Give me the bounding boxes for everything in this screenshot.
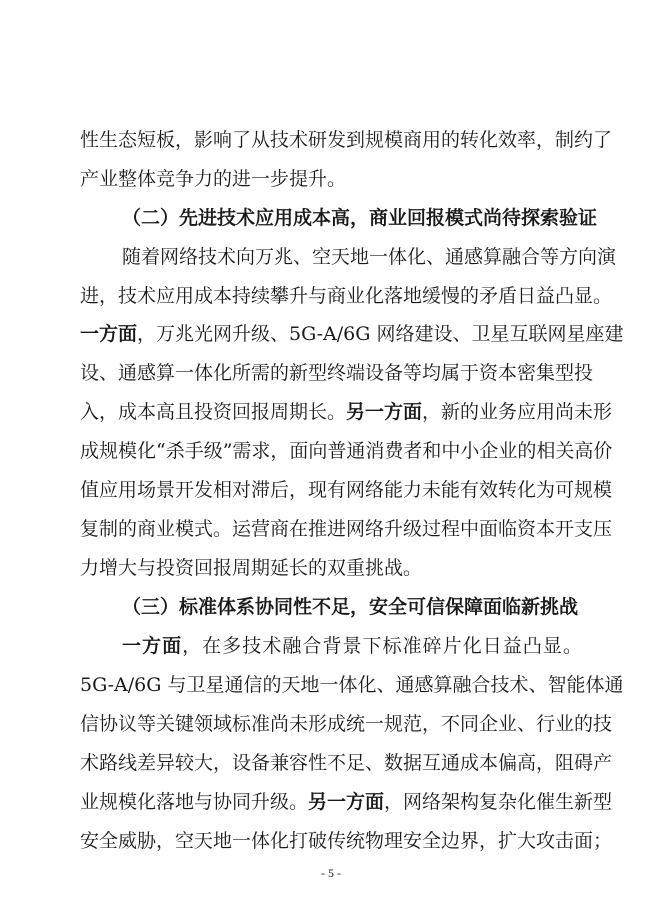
body-text: ，在多技术融合背景下标准碎片化日益凸显。 bbox=[182, 635, 582, 657]
body-line bbox=[122, 634, 582, 658]
body-line: 复制的商业模式。运营商在推进网络升级过程中面临资本开支压 bbox=[80, 518, 613, 540]
body-line bbox=[80, 790, 613, 814]
body-line: 性生态短板，影响了从技术研发到规模商用的转化效率，制约了 bbox=[80, 129, 613, 151]
body-line: 值应用场景开发相对滞后，现有网络能力未能有效转化为可规模 bbox=[80, 479, 613, 501]
body-line: 术路线差异较大，设备兼容性不足、数据互通成本偏高，阻碍产 bbox=[80, 752, 613, 774]
page-number: - 5 - bbox=[321, 866, 341, 880]
emphasis-text: 一方面 bbox=[122, 635, 183, 657]
body-line: 5G-A/6G 与卫星通信的天地一体化、通感算融合技术、智能体通 bbox=[80, 674, 624, 696]
body-line: 信协议等关键领域标准尚未形成统一规范，不同企业、行业的技 bbox=[80, 713, 613, 735]
body-line: 安全威胁，空天地一体化打破传统物理安全边界，扩大攻击面； bbox=[80, 830, 613, 852]
emphasis-text: 另一方面 bbox=[346, 401, 423, 423]
body-text: ，万兆光网升级、5G-A/6G 网络建设、卫星互联网星座建 bbox=[137, 323, 624, 345]
body-text: ，网络架构复杂化催生新型 bbox=[384, 791, 613, 813]
body-line: 进，技术应用成本持续攀升与商业化落地缓慢的矛盾日益凸显。 bbox=[80, 285, 613, 307]
body-text: 业规模化落地与协同升级。 bbox=[80, 791, 309, 813]
emphasis-text: 一方面 bbox=[80, 323, 138, 345]
body-text: ，新的业务应用尚未形 bbox=[422, 401, 613, 423]
body-line bbox=[80, 400, 613, 424]
body-line bbox=[80, 322, 624, 346]
emphasis-text: 另一方面 bbox=[308, 791, 385, 813]
body-line: 设、通感算一体化所需的新型终端设备等均属于资本密集型投 bbox=[80, 362, 594, 384]
section-heading-3: （三）标准体系协同性不足，安全可信保障面临新挑战 bbox=[122, 596, 579, 618]
body-line: 成规模化“杀手级”需求，面向普通消费者和中小企业的相关高价 bbox=[80, 440, 613, 462]
section-heading-2: （二）先进技术应用成本高，商业回报模式尚待探索验证 bbox=[122, 207, 598, 229]
body-line: 力增大与投资回报周期延长的双重挑战。 bbox=[80, 557, 423, 579]
body-line: 产业整体竞争力的进一步提升。 bbox=[80, 168, 347, 190]
body-line: 随着网络技术向万兆、空天地一体化、通感算融合等方向演 bbox=[122, 246, 617, 268]
body-text: 入，成本高且投资回报周期长。 bbox=[80, 401, 347, 423]
